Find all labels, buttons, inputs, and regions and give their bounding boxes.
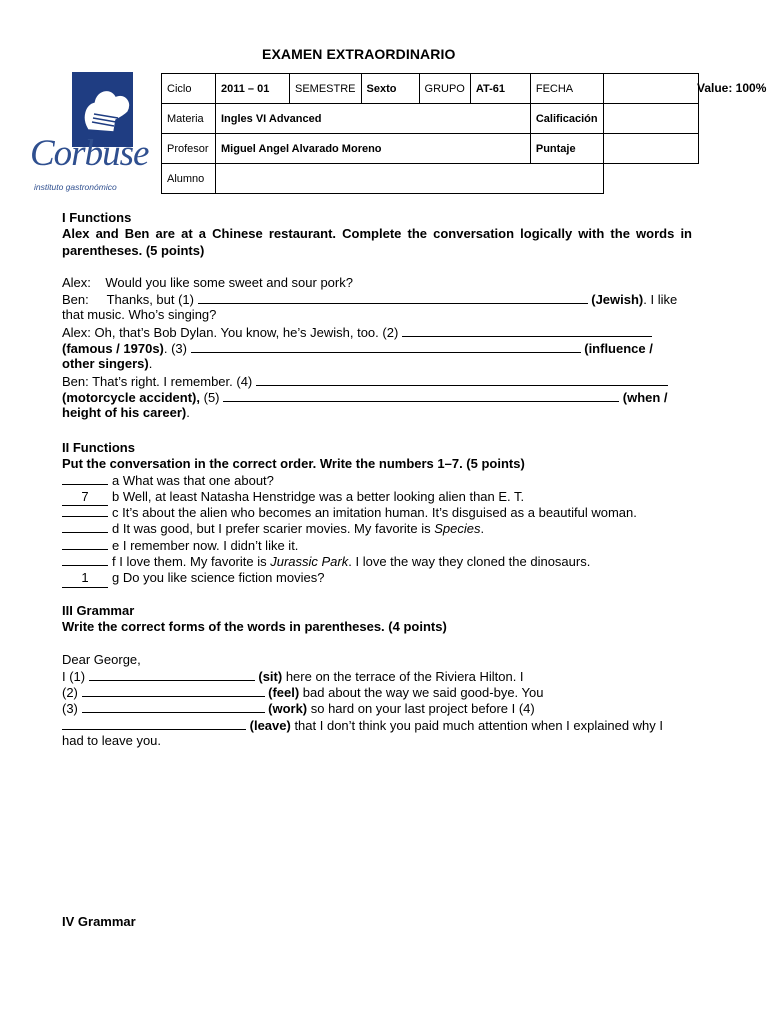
- letter-l3-text: (3): [62, 701, 82, 717]
- puntaje-field[interactable]: [603, 134, 698, 164]
- hint-influence: (influence /: [584, 341, 653, 357]
- section-4-heading: IV Grammar: [62, 914, 136, 929]
- s1-line-7: [62, 373, 692, 389]
- section-2-heading: II Functions: [62, 440, 135, 455]
- semestre-value: Sexto: [361, 74, 419, 104]
- order-blank-e[interactable]: [62, 549, 108, 550]
- exam-value: Value: 100%: [697, 81, 767, 95]
- s1-l7-text: Ben: That’s right. I remember. (4): [62, 373, 256, 389]
- hint-other-singers: other singers): [62, 356, 149, 372]
- order-text-f-title: Jurassic Park: [270, 554, 349, 570]
- order-item-c: [62, 505, 692, 521]
- section-1-heading: I Functions: [62, 210, 132, 225]
- letter-line-2: [62, 684, 692, 700]
- calificacion-label: Calificación: [530, 104, 603, 134]
- letter-l1-end: here on the terrace of the Riviera Hilton. I: [282, 668, 524, 684]
- hint-feel: (feel): [268, 685, 300, 701]
- letter-l2-end: bad about the way we said good-bye. You: [299, 685, 544, 701]
- order-item-g: [62, 570, 692, 586]
- hint-when: (when /: [622, 389, 668, 405]
- section-3-heading: III Grammar: [62, 603, 135, 618]
- order-text-b: b Well, at least Natasha Henstridge was a better looking alien than E. T.: [112, 488, 525, 504]
- letter-l4-end: that I don’t think you paid much attention when I explained why I: [290, 717, 664, 733]
- letter-line-5: had to leave you.: [62, 733, 162, 749]
- puntaje-label: Puntaje: [530, 134, 603, 164]
- letter-l3-end: so hard on your last project before I (4): [307, 701, 535, 717]
- profesor-value: Miguel Angel Alvarado Moreno: [216, 134, 531, 164]
- grammar-blank-4[interactable]: [62, 717, 246, 730]
- hint-famous: (famous / 1970s): [62, 341, 164, 357]
- school-logo: [30, 72, 148, 198]
- s1-line-2: [62, 291, 692, 307]
- order-blank-c[interactable]: [62, 516, 108, 517]
- order-text-d: d It was good, but I prefer scarier movies. My favorite is: [112, 521, 435, 537]
- grupo-label: GRUPO: [419, 74, 470, 104]
- order-text-f: f I love them. My favorite is: [112, 554, 271, 570]
- hint-work: (work): [268, 701, 308, 717]
- fecha-label: FECHA: [530, 74, 603, 104]
- s1-l2-text: Ben: Thanks, but (1): [62, 292, 198, 308]
- s1-line-6: [62, 356, 692, 372]
- section-2: [62, 440, 692, 587]
- materia-label: Materia: [162, 104, 216, 134]
- order-blank-b[interactable]: 7: [62, 489, 108, 506]
- calificacion-field[interactable]: [603, 104, 698, 134]
- exam-header-table: [161, 73, 699, 194]
- hint-leave: (leave): [249, 717, 291, 733]
- answer-blank-4[interactable]: [256, 373, 668, 386]
- s1-line-5: [62, 340, 692, 356]
- order-item-e: [62, 538, 692, 554]
- order-blank-d[interactable]: [62, 532, 108, 533]
- letter-l1-text: I (1): [62, 668, 89, 684]
- grammar-blank-2[interactable]: [82, 684, 265, 697]
- letter-line-1: [62, 668, 692, 684]
- s1-l6-end: .: [148, 356, 153, 372]
- letter-line-3: [62, 700, 692, 716]
- grupo-value: AT-61: [470, 74, 530, 104]
- order-text-g: g Do you like science fiction movies?: [112, 570, 325, 586]
- letter-l2-text: (2): [62, 685, 82, 701]
- alumno-label: Alumno: [162, 164, 216, 194]
- hint-height: height of his career): [62, 405, 187, 421]
- order-text-a: a What was that one about?: [112, 472, 274, 488]
- s1-l8-mid: (5): [200, 389, 224, 405]
- hint-jewish: (Jewish): [591, 292, 644, 308]
- section-2-instruction: Put the conversation in the correct order. Write the numbers 1–7. (5 points): [62, 456, 525, 472]
- order-text-f-end: . I love the way they cloned the dinosaurs.: [348, 554, 591, 570]
- exam-title: EXAMEN EXTRAORDINARIO: [262, 46, 456, 62]
- semestre-label: SEMESTRE: [290, 74, 362, 104]
- letter-salutation: Dear George,: [62, 651, 141, 667]
- order-item-f: [62, 554, 692, 570]
- ciclo-value: 2011 – 01: [216, 74, 290, 104]
- grammar-blank-1[interactable]: [89, 668, 255, 681]
- s1-l4-text: Alex: Oh, that’s Bob Dylan. You know, he’s Jewish, too. (2): [62, 324, 402, 340]
- order-blank-g[interactable]: 1: [62, 570, 108, 587]
- profesor-label: Profesor: [162, 134, 216, 164]
- empty-cell: [603, 164, 698, 194]
- section-1: [62, 210, 692, 422]
- s1-l2-end: . I like: [643, 292, 678, 308]
- section-4: [62, 914, 692, 930]
- ciclo-label: Ciclo: [162, 74, 216, 104]
- hint-sit: (sit): [258, 668, 283, 684]
- order-blank-f[interactable]: [62, 565, 108, 566]
- answer-blank-1[interactable]: [198, 291, 588, 304]
- s1-line-1: Alex: Would you like some sweet and sour pork?: [62, 274, 353, 290]
- answer-blank-5[interactable]: [223, 389, 619, 402]
- order-text-d-end: .: [480, 521, 485, 537]
- order-text-d-title: Species: [434, 521, 481, 537]
- section-3-instruction: Write the correct forms of the words in parentheses. (4 points): [62, 619, 447, 635]
- alumno-field[interactable]: [216, 164, 604, 194]
- s1-line-4: [62, 324, 692, 340]
- s1-line-3: that music. Who’s singing?: [62, 307, 217, 323]
- order-item-b: [62, 489, 692, 505]
- logo-subtitle: instituto gastronómico: [34, 182, 117, 192]
- answer-blank-3[interactable]: [191, 340, 581, 353]
- section-1-instruction: Alex and Ben are at a Chinese restaurant. Complete the conversation logically with the words in parentheses. (5 points): [62, 226, 692, 258]
- logo-wordmark: Corbuse: [30, 133, 149, 174]
- fecha-field[interactable]: [603, 74, 698, 104]
- s1-line-8: [62, 389, 692, 405]
- s1-line-9: [62, 405, 692, 421]
- order-blank-a[interactable]: [62, 484, 108, 485]
- s1-l5-mid: . (3): [163, 341, 191, 357]
- letter-line-4: [62, 717, 692, 733]
- hint-motorcycle: (motorcycle accident),: [62, 389, 200, 405]
- section-3: [62, 603, 692, 749]
- order-text-c: c It’s about the alien who becomes an imitation human. It’s disguised as a beautiful woman.: [112, 505, 637, 521]
- order-item-a: [62, 473, 692, 489]
- grammar-blank-3[interactable]: [82, 700, 265, 713]
- order-text-e: e I remember now. I didn’t like it.: [112, 537, 299, 553]
- answer-blank-2[interactable]: [402, 324, 652, 337]
- materia-value: Ingles VI Advanced: [216, 104, 531, 134]
- s1-l9-end: .: [186, 405, 190, 421]
- order-item-d: [62, 521, 692, 537]
